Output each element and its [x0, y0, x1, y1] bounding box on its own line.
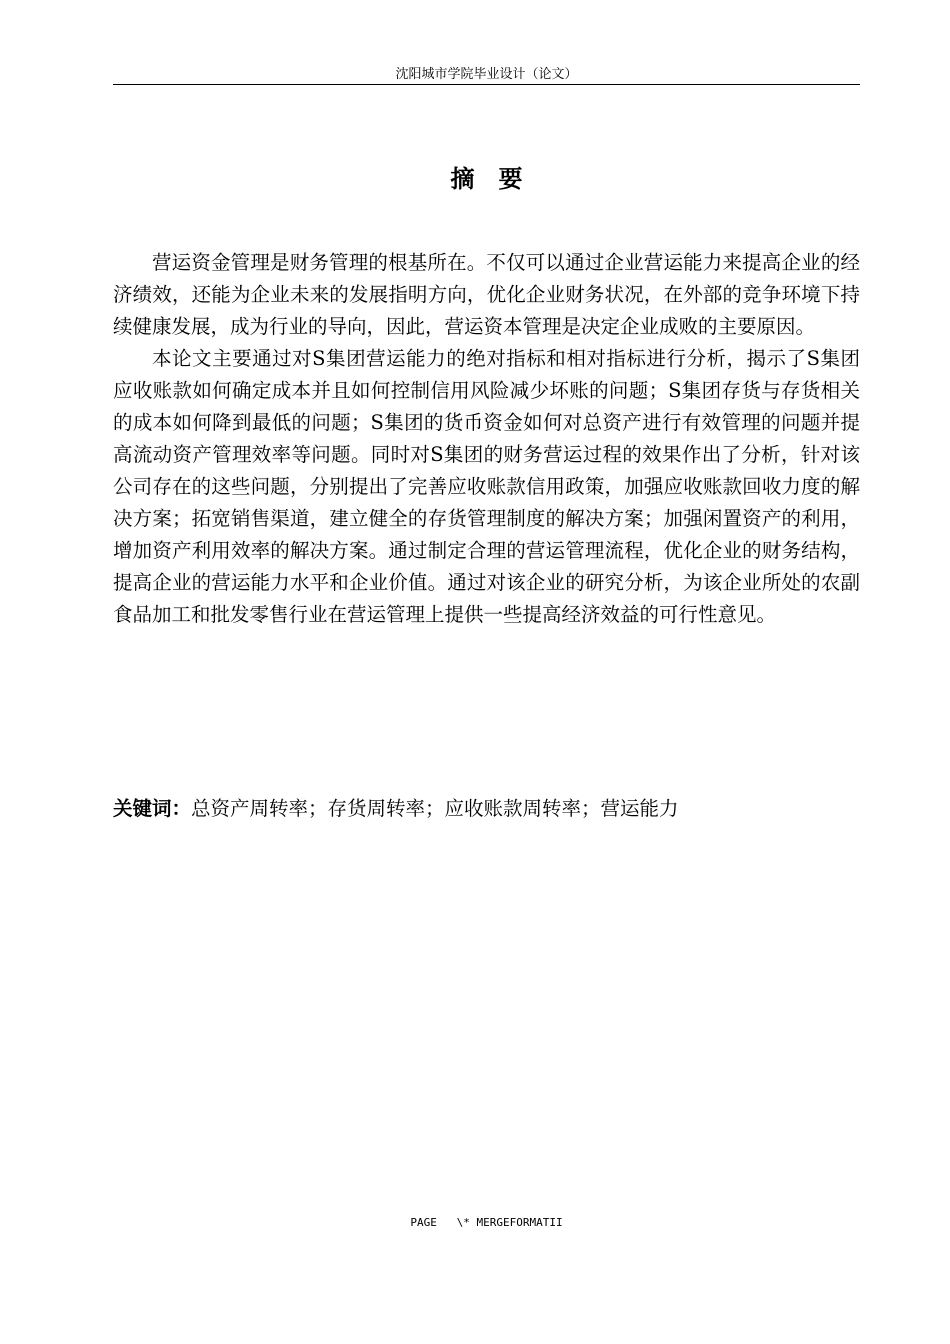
keywords-label: 关键词： — [113, 797, 192, 820]
keywords-value: 总资产周转率；存货周转率；应收账款周转率；营运能力 — [191, 797, 679, 820]
abstract-paragraph-2: 本论文主要通过对S集团营运能力的绝对指标和相对指标进行分析，揭示了S集团应收账款如何确定成本并且如何控制信用风险减少坏账的问题；S集团存货与存货相关的成本如何降到最低的问题；S集团的货币资金如何对总资产进行有效管理的问题并提高流动资产管理效率等问题。同时对S集团的财务营运过程的效果作出了分析，针对该公司存在的这些问题，分别提出了完善应收账款信用政策，加强应收账款回收力度的解决方案；拓宽销售渠道，建立健全的存货管理制度的解决方案；加强闲置资产的利用，增加资产利用效率的解决方案。通过制定合理的营运管理流程，优化企业的财务结构，提高企业的营运能力水平和企业价值。通过对该企业的研究分析，为该企业所处的农副食品加工和批发零售行业在营运管理上提供一些提高经济效益的可行性意见。 — [113, 347, 860, 626]
keywords-line — [113, 794, 860, 824]
page-footer: PAGE \* MERGEFORMATII — [410, 1216, 563, 1229]
header-rule — [113, 84, 860, 85]
abstract-title: 摘 要 — [450, 165, 523, 193]
page-header: 沈阳城市学院毕业设计（论文） — [395, 67, 578, 82]
abstract-paragraph-1: 营运资金管理是财务管理的根基所在。不仅可以通过企业营运能力来提高企业的经济绩效，还能为企业未来的发展指明方向，优化企业财务状况，在外部的竞争环境下持续健康发展，成为行业的导向，因此，营运资本管理是决定企业成败的主要原因。 — [113, 251, 860, 338]
abstract-body — [113, 247, 860, 631]
